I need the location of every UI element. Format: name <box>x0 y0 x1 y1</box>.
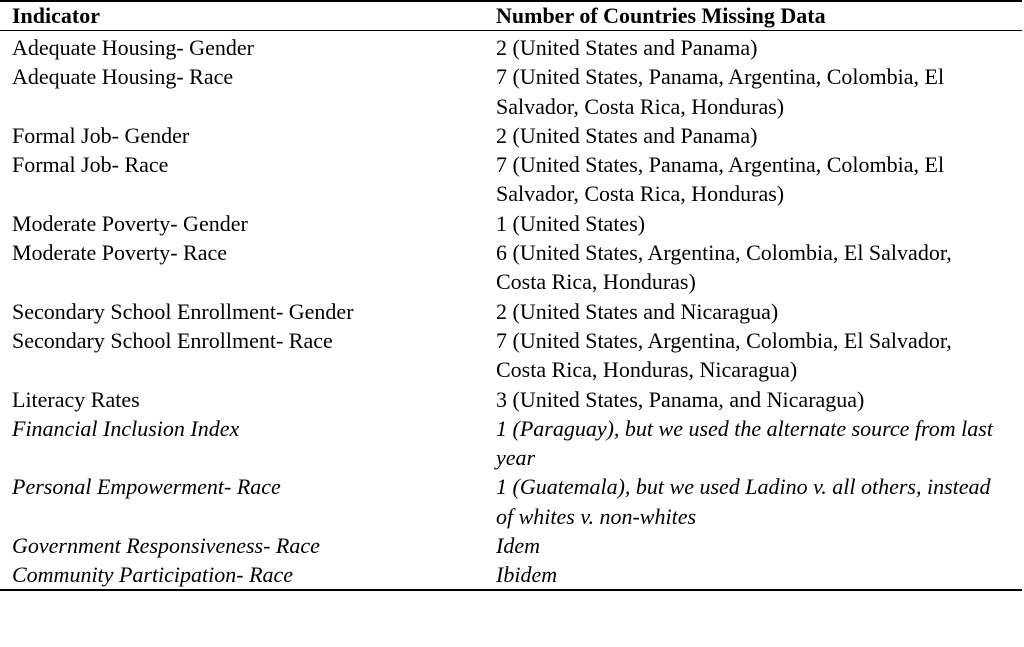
missing-cell: 7 (United States, Panama, Argentina, Colombia, El Salvador, Costa Rica, Honduras) <box>496 64 945 119</box>
missing-cell: 2 (United States and Panama) <box>496 122 758 148</box>
table-row <box>0 472 1022 531</box>
missing-cell: Idem <box>496 533 540 559</box>
table-row <box>0 560 1022 589</box>
missing-cell: 7 (United States, Panama, Argentina, Colombia, El Salvador, Costa Rica, Honduras) <box>496 152 945 207</box>
indicator-cell: Moderate Poverty- Gender <box>12 210 248 236</box>
table-row <box>0 326 1022 385</box>
header-missing-data: Number of Countries Missing Data <box>496 3 826 28</box>
table-row <box>0 209 1022 238</box>
missing-cell: 1 (Paraguay), but we used the alternate source from last year <box>496 415 993 471</box>
missing-cell: 6 (United States, Argentina, Colombia, El Salvador, Costa Rica, Honduras) <box>496 240 952 295</box>
indicator-cell: Formal Job- Gender <box>12 122 190 148</box>
missing-cell: 2 (United States and Nicaragua) <box>496 298 779 324</box>
table-row <box>0 121 1022 150</box>
indicator-cell: Adequate Housing- Race <box>12 64 234 90</box>
missing-cell: 2 (United States and Panama) <box>496 35 758 60</box>
missing-cell: 1 (United States) <box>496 210 646 236</box>
indicator-cell: Literacy Rates <box>12 386 140 412</box>
indicator-cell: Government Responsiveness- Race <box>12 533 320 559</box>
table-row <box>0 238 1022 297</box>
table-row <box>0 62 1022 121</box>
missing-cell: Ibidem <box>496 562 558 588</box>
table-header-row <box>0 2 1022 30</box>
indicator-cell: Moderate Poverty- Race <box>12 240 228 266</box>
table-row <box>0 531 1022 560</box>
table-row <box>0 385 1022 414</box>
missing-cell: 7 (United States, Argentina, Colombia, El Salvador, Costa Rica, Honduras, Nicaragua) <box>496 327 952 383</box>
missing-data-table <box>0 2 1022 590</box>
table-row <box>0 297 1022 326</box>
indicator-cell: Adequate Housing- Gender <box>12 35 254 60</box>
indicator-cell: Community Participation- Race <box>12 562 294 588</box>
indicator-cell: Formal Job- Race <box>12 152 169 178</box>
missing-cell: 1 (Guatemala), but we used Ladino v. all others, instead of whites v. non-whites <box>496 474 991 529</box>
indicator-cell: Secondary School Enrollment- Gender <box>12 298 354 324</box>
indicator-cell: Secondary School Enrollment- Race <box>12 327 333 353</box>
table-row <box>0 414 1022 473</box>
indicator-cell: Personal Empowerment- Race <box>12 474 281 500</box>
missing-cell: 3 (United States, Panama, and Nicaragua) <box>496 386 865 412</box>
table-row <box>0 30 1022 62</box>
table-bottom-rule <box>0 589 1022 591</box>
indicator-cell: Financial Inclusion Index <box>12 415 240 441</box>
table-row <box>0 150 1022 209</box>
header-indicator: Indicator <box>12 3 100 28</box>
